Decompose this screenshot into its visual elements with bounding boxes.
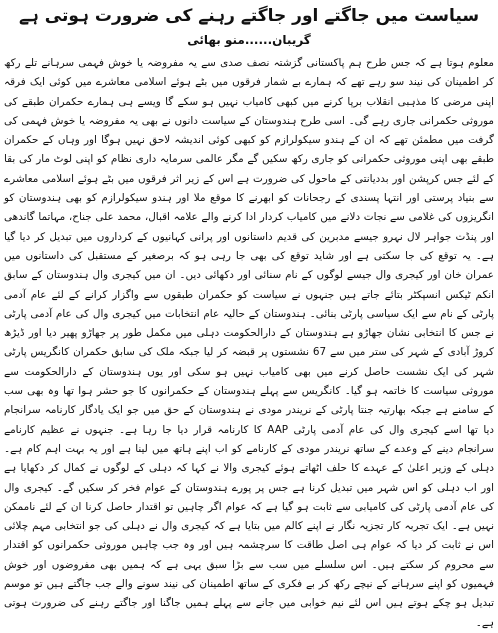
author-name: منو بھائی bbox=[187, 33, 245, 47]
byline bbox=[4, 30, 494, 50]
column-name: گریبان bbox=[272, 33, 311, 47]
article-title: سیاست میں جاگتے اور جاگتے رہنے کی ضرورت ہوتی ہے bbox=[18, 6, 480, 26]
article-body: معلوم ہوتا ہے کہ جس طرح ہم پاکستانی گزشتہ نصف صدی سے یہ مفروضہ یا خوش فہمی سرہانے تلے رکھ کر اطمینان کی نیند سو رہے تھے کہ ہمارے بے شمار فرقوں میں بٹے ہوئے اسلامی معاشرے میں کوئی ایک فرقہ اپنی مرضی کا مذہبی انقلاب برپا کرنے میں کبھی کامیاب نہیں ہو سکے گا ویسے ہی ہمارے حکمران طبقے کی موروثی حکمرانی جاری رہے گی۔ اسی طرح ہندوستان کے سیاست دانوں نے بھی یہ مفروضہ یا خوش فہمی کی گرفت میں مطمئن تھے کہ ان کے ہندو سیکولرازم کو کبھی کوئی اندیشہ لاحق نہیں ہوگا اور وہاں کے حکمران طبقے بھی اپنی موروثی حکمرانی کو جاری رکھ سکیں گے مگر عالمی سرمایہ داری نظام کو اپنی لوٹ مار کی بقا کے لئے جس کرپشن اور بددیانتی کے ماحول کی ضرورت ہے اس کے زیر اثر فرقوں میں بٹے ہوئے اسلامی معاشرے سے بنیاد پرستی اور انتہا پسندی کے رجحانات کو ابھرنے کا موقع ملا اور ہندو سیکولرازم کو بھی ہندوستان کو انگریزوں کی غلامی سے نجات دلانے میں کامیاب کردار ادا کرنے والے علامہ اقبال، محمد علی جناح، مہاتما گاندھی اور پنڈت جواہر لال نہرو جیسے مدبرین کی قدیم داستانوں اور پرانی کہانیوں کے کرداروں میں تبدیل کر دیا گیا ہے۔ یہ توقع کی جا سکتی ہے اور شاید توقع کی بھی جا رہی ہو کہ برصغیر کے مستقبل کی داستانوں میں عمران خان اور کیجری وال جیسے لوگوں کے نام سنائی اور دکھائی دیں۔ ان میں کیجری وال ہندوستان کے سابق انکم ٹیکس انسپکٹر بتائے جاتے ہیں جنہوں نے سیاست کو حکمران طبقوں سے واگزار کرانے کے لئے عام آدمی پارٹی کے نام سے ایک سیاسی پارٹی بنائی۔ ہندوستان کے حالیہ عام انتخابات میں کیجری وال کی عام آدمی پارٹی نے جس کا انتخابی نشان جھاڑو ہے ہندوستان کے دارالحکومت دہلی میں مکمل طور پر جھاڑو پھیر دیا اور ڈیڑھ کروڑ آبادی کے شہر کی ستر میں سے 67 نشستوں پر قبضہ کر لیا جبکہ ملک کی سابق حکمران کانگریس پارٹی شہر کی ایک نشست حاصل کرنے میں بھی کامیاب نہیں ہو سکی اور یوں ہندوستان کے دارالحکومت سے موروثی سیاست کا خاتمہ ہو گیا۔ کانگریس سے پہلے ہندوستان کے حکمرانوں کا جو حشر ہوا تھا وہ بھی سب کے سامنے ہے جبکہ بھارتیہ جنتا پارٹی کے نریندر مودی نے ہندوستان کے حق میں جو ایک یادگار کارنامہ سرانجام دیا تھا اسے کیجری وال کی عام آدمی پارٹی AAP کا کارنامہ قرار دیا جا رہا ہے۔ جنہوں نے عظیم کارنامے سرانجام دینے کے وعدے کے ساتھ نریندر مودی کے کارنامے کو اب اپنے ہاتھ میں لینا ہے اور یہ بہت اہم کام ہے۔ دہلی کے وزیر اعلیٰ کے عہدے کا حلف اٹھاتے ہوئے کیجری والا نے کہا کہ دہلی کے لوگوں نے کمال کر دکھایا ہے اور اب دہلی کو اس شہر میں تبدیل کرنا ہے جس پر پورے ہندوستان کے عوام فخر کر سکیں گے۔ کیجری وال کی عام آدمی پارٹی کی کامیابی سے ثابت ہو گیا ہے کہ عوام اگر چاہیں تو اقتدار حاصل کرنا ان کے لئے ناممکن نہیں ہے۔ ایک تجربہ کار تجزیہ نگار نے اپنے کالم میں بتایا ہے کہ کیجری وال نے دہلی کی جو انتخابی مہم چلائی اس نے ثابت کر دیا کہ عوام ہی اصل طاقت کا سرچشمہ ہیں اور وہ جب چاہیں موروثی حکمرانوں کو اقتدار سے محروم کر سکتے ہیں۔ اس سلسلے میں سب سے بڑا سبق یہی ہے کہ ہمیں بھی مفروضوں اور خوش فہمیوں کو اپنے سرہانے کے نیچے رکھ کر بے فکری کے ساتھ اطمینان کی نیند سونے والے جب جاگتے ہیں تو موسم تبدیل ہو چکے ہوتے ہیں اس لئے نیم خوابی میں جانے سے پہلے ہمیں جاگنا اور جاگتے رہنے کی ضرورت ہوتی ہے۔ bbox=[4, 57, 494, 629]
byline-separator: ...... bbox=[244, 33, 273, 47]
